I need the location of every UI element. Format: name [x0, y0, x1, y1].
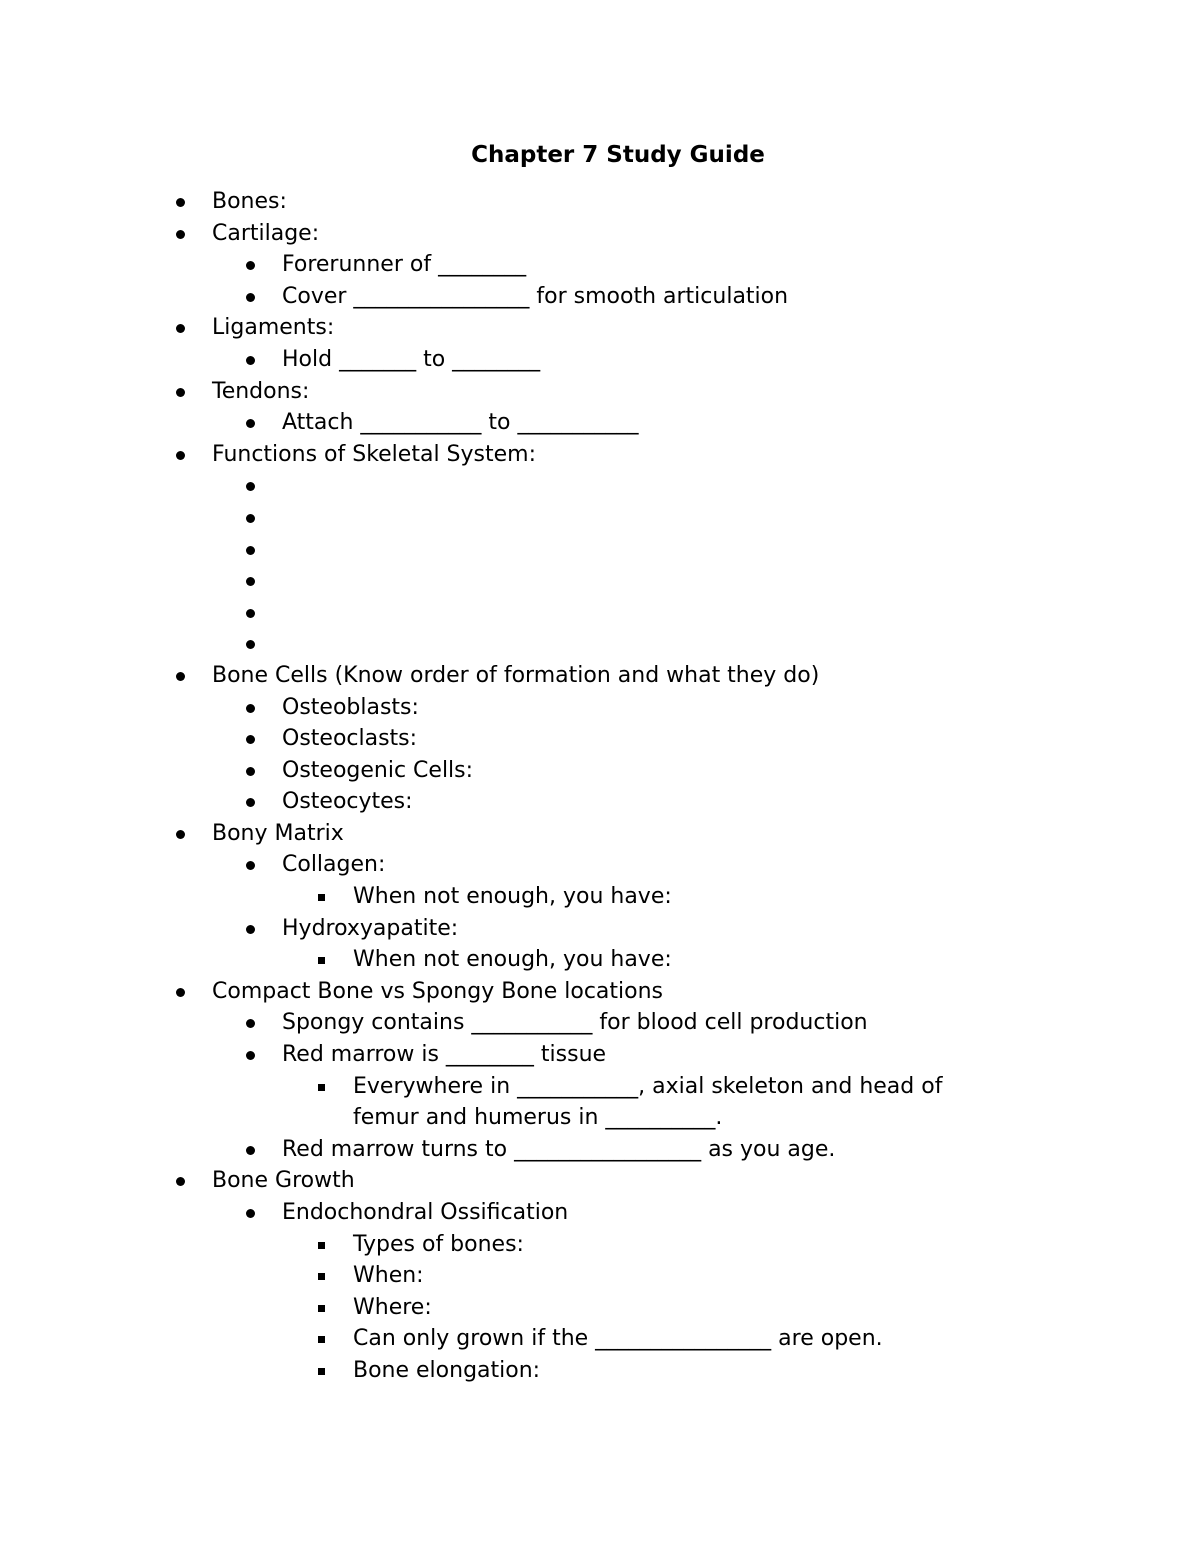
outline-item-text: Bone Growth: [212, 1168, 355, 1194]
outline-item: [0, 755, 1200, 787]
outline-item-text: Spongy contains ___________ for blood cell production: [282, 1010, 868, 1036]
outline-item: [0, 628, 1200, 660]
outline-item: [0, 1292, 1200, 1324]
outline-item: [0, 439, 1200, 471]
outline-item: [0, 1071, 993, 1134]
outline-item: [0, 597, 1200, 629]
outline-item: [0, 1197, 1200, 1229]
outline-item-text: Red marrow turns to _________________ as you age.: [282, 1136, 836, 1162]
outline-item-text: Red marrow is ________ tissue: [282, 1042, 607, 1068]
outline-item-text: Hydroxyapatite:: [282, 915, 459, 941]
outline-item-text: Bones:: [212, 189, 287, 214]
outline-item-text: When not enough, you have:: [353, 947, 672, 973]
outline-item: [0, 502, 1200, 534]
outline-item-text: Osteoblasts:: [282, 694, 419, 720]
outline-item: [0, 281, 1200, 313]
outline-item: [0, 881, 1200, 913]
outline-item-text: Bone Cells (Know order of formation and what they do): [212, 662, 820, 688]
outline-item: [0, 534, 1200, 566]
outline-item-text: Hold _______ to ________: [282, 346, 541, 372]
outline-item-text: Functions of Skeletal System:: [212, 441, 536, 467]
outline-item-text: Types of bones:: [353, 1231, 524, 1257]
outline-item-text: Can only grown if the ________________ are open.: [353, 1326, 883, 1352]
outline-item: [0, 976, 1200, 1008]
outline-item: [0, 692, 1200, 724]
outline-item: [0, 723, 1200, 755]
outline-item-text: Ligaments:: [212, 315, 335, 341]
outline-item: [0, 218, 1200, 250]
outline-item-text: Bony Matrix: [212, 820, 344, 846]
outline-item-text: Endochondral Ossification: [282, 1200, 569, 1225]
outline-item: [0, 1260, 1200, 1292]
outline-item-text: Cover ________________ for smooth articulation: [282, 283, 789, 309]
outline-item: [0, 849, 1200, 881]
outline-item-text: Osteocytes:: [282, 789, 413, 815]
outline-item: [0, 1323, 1200, 1355]
outline-item: [0, 249, 1200, 281]
outline-item: [0, 407, 1200, 439]
outline-item: [0, 1355, 1200, 1387]
outline-item: [0, 344, 1200, 376]
outline-item-text: When:: [353, 1263, 424, 1289]
outline-item: [0, 1229, 1200, 1261]
outline-item: [0, 186, 1200, 218]
outline-item-text: Osteogenic Cells:: [282, 757, 474, 783]
outline-item: [0, 944, 1200, 976]
outline-item-text: Bone elongation:: [353, 1357, 541, 1383]
outline-item: [0, 1165, 1200, 1197]
outline-item-text: When not enough, you have:: [353, 884, 672, 910]
page-title: Chapter 7 Study Guide: [471, 142, 765, 168]
outline-item-text: Everywhere in ___________, axial skeleton and head of femur and humerus in __________.: [353, 1073, 943, 1131]
outline-item-text: Cartilage:: [212, 220, 320, 246]
outline-item: [0, 1039, 1200, 1071]
outline-item-text: Tendons:: [212, 378, 310, 404]
outline-item: [0, 913, 1200, 945]
outline-item: [0, 1007, 1200, 1039]
outline-item-text: Forerunner of ________: [282, 252, 527, 278]
outline-item: [0, 376, 1200, 408]
outline-item: [0, 470, 1200, 502]
outline-item-text: Where:: [353, 1294, 432, 1320]
outline-item: [0, 1134, 1200, 1166]
outline-item: [0, 312, 1200, 344]
outline-item-text: Collagen:: [282, 852, 386, 878]
outline-item-text: Attach ___________ to ___________: [282, 410, 639, 436]
outline-item: [0, 818, 1200, 850]
outline-item-text: Compact Bone vs Spongy Bone locations: [212, 978, 663, 1004]
outline-item: [0, 786, 1200, 818]
outline-item-text: Osteoclasts:: [282, 726, 418, 752]
study-guide-outline: [0, 186, 1200, 1387]
outline-item: [0, 565, 1200, 597]
outline-item: [0, 660, 1200, 692]
